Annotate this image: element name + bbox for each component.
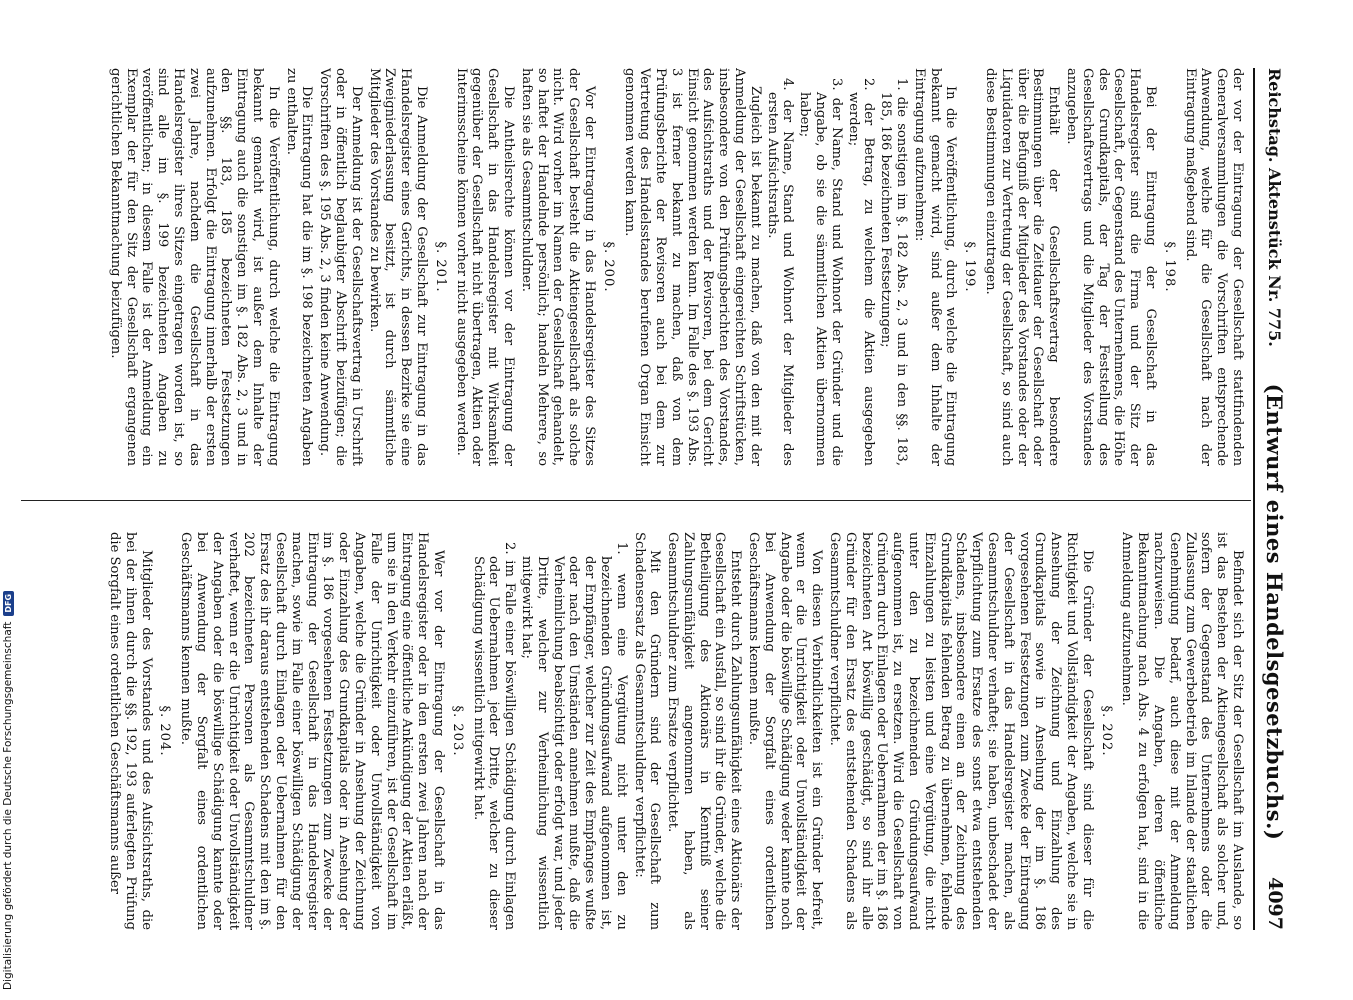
list-item: 3. der Name, Stand und Wohnort der Gründer und die Angabe, ob sie die sämmtlichen Aktien übernommen haben; [797,78,844,466]
paragraph: Vor der Eintragung in das Handelsregister des Sitzes der Gesellschaft besteht die Aktiengesellschaft als solche nicht. Wird vorher im Namen der Gesellschaft gehandelt, so haftet der Handelnde persönlich; handeln Mehrere, so haften sie als Gesammtschuldner. [518,68,597,466]
section-heading: §. 201. [432,241,448,293]
paragraph: Mitglieder des Vorstandes und des Aufsichtsraths, die bei der ihnen durch die §§. 192, 193 auferlegten Prüfung die Sorgfalt eines ordentlichen Geschäftsmanns außer [107,532,154,930]
section-heading: §. 202. [1098,705,1114,757]
list-item: 4. der Name, Stand und Wohnort der Mitglieder des ersten Aufsichtsraths. [764,78,796,466]
paragraph: Mit den Gründern sind der Gesellschaft zum Schadensersatz als Gesammtschuldner verpflichtet: [631,532,663,930]
paragraph: Befindet sich der Sitz der Gesellschaft im Auslande, so ist das Bestehen der Aktiengesellschaft als solcher und, sofern der Gegenstand des Unternehmens oder die Zulassung zum Gewerbebetrieb im Inlande der staatlichen Genehmigung bedarf, auch diese mit der Anmeldung nachzuweisen. Die Angaben, deren öffentliche Bekanntmachung nach Abs. 4 zu erfolgen hat, sind in die Anmeldung aufzunehmen. [1119,532,1245,930]
paragraph: Zugleich ist bekannt zu machen, daß von den mit der Anmeldung der Gesellschaft eingereichten Schriftstücken, insbesondere von den Prüfungsberichten des Vorstandes, des Aufsichtsraths und der Revisoren, bei dem Gericht Einsicht genommen werden kann. Im Falle des §. 193 Abs. 3 ist ferner bekannt zu machen, daß von dem Prüfungsberichte der Revisoren auch bei dem zur Vertretung des Handelsstandes berufenen Organ Einsicht genommen werden kann. [621,68,763,466]
header-left: Reichstag. Aktenstück Nr. 775. [1265,68,1285,347]
paragraph: In die Veröffentlichung, durch welche die Eintragung bekannt gemacht wird, ist außer dem Inhalte der Eintragung auch die sonstigen im §. 182 Abs. 2, 3 und in den §§. 183, 185 bezeichneten Festsetzungen aufzunehmen. Erfolgt die Eintragung innerhalb der ersten zwei Jahre, nachdem die Gesellschaft in das Handelsregister ihres Sitzes eingetragen worden ist, so sind alle im §. 199 bezeichneten Angaben zu veröffentlichen; in diesem Falle ist der Anmeldung ein Exemplar der für den Sitz der Gesellschaft ergangenen gerichtlichen Bekanntmachung beizufügen. [107,68,281,466]
left-column [60,68,1245,466]
section-heading: §. 200. [600,241,616,293]
paragraph: In die Veröffentlichung, durch welche die Eintragung bekannt gemacht wird, sind außer dem Inhalte der Eintragung aufzunehmen: [911,68,959,466]
list-item: 2. der Betrag, zu welchem die Aktien ausgegeben werden; [845,78,877,466]
paragraph: Bei der Eintragung der Gesellschaft in das Handelsregister sind die Firma und der Sitz der Gesellschaft, der Gegenstand des Unternehmens, die Höhe des Grundkapitals, der Tag der Feststellung des Gesellschaftsvertrags und die Mitglieder des Vorstandes anzugeben. [1064,68,1159,466]
section-heading: §. 203. [449,705,465,757]
paragraph: der vor der Eintragung der Gesellschaft stattfindenden Generalversammlungen die Vorschriften entsprechende Anwendung, welche für die Gesellschaft nach der Eintragung maßgebend sind. [1182,68,1245,466]
paragraph: Wer vor der Eintragung der Gesellschaft in das Handelsregister oder in den ersten zwei Jahren nach der Eintragung eine öffentliche Ankündigung der Aktien erläßt, um sie in den Verkehr einzuführen, ist der Gesellschaft im Falle der Unrichtigkeit oder Unvollständigkeit von Angaben, welche die Gründer in Ansehung der Zeichnung oder Einzahlung des Grundkapitals oder in Ansehung der im §. 186 vorgesehenen Festsetzungen zum Zwecke der Eintragung der Gesellschaft in das Handelsregister machen, sowie im Falle einer böswilligen Schädigung der Gesellschaft durch Einlagen oder Uebernahmen für den Ersatz des ihr daraus entstehenden Schadens mit den im §. 202 bezeichneten Personen als Gesammtschuldner verhaftet, wenn er die Unrichtigkeit oder Unvollständigkeit der Angaben oder die böswillige Schädigung kannte oder bei Anwendung der Sorgfalt eines ordentlichen Geschäftsmanns kennen mußte. [178,532,446,930]
paragraph: Der Anmeldung ist der Gesellschaftsvertrag in Urschrift oder in öffentlich beglaubigter Abschrift beizufügen; die Vorschriften des §. 195 Abs. 2, 3 finden keine Anwendung. [317,68,364,466]
paragraph: Enthält der Gesellschaftsvertrag besondere Bestimmungen über die Zeitdauer der Gesellschaft oder über die Befugniß der Mitglieder des Vorstandes oder der Liquidatoren zur Vertretung der Gesellschaft, so sind auch diese Bestimmungen einzutragen. [983,68,1062,466]
list-item: 1. wenn eine Vergütung nicht unter den zu bezeichnenden Gründungsaufwand aufgenommen ist, der Empfänger, welcher zur Zeit des Empfanges wußte oder nach den Umständen annehmen mußte, daß die Verheimlichung beabsichtigt oder erfolgt war, und jeder Dritte, welcher zur Verheimlichung wissentlich mitgewirkt hat; [518,542,629,930]
section-heading: §. 198. [1161,241,1177,293]
paragraph: Die Gründer der Gesellschaft sind dieser für die Richtigkeit und Vollständigkeit der Angaben, welche sie in Ansehung der Zeichnung und Einzahlung des Grundkapitals sowie in Ansehung der im §. 186 vorgesehenen Festsetzungen zum Zwecke der Eintragung der Gesellschaft in das Handelsregister machen, als Gesammtschuldner verhaftet; sie haben, unbeschadet der Verpflichtung zum Ersatze des sonst etwa entstehenden Schadens, insbesondere einen an der Zeichnung des Grundkapitals fehlenden Betrag zu übernehmen, fehlende Einzahlungen zu leisten und eine Vergütung, die nicht unter den zu bezeichnenden Gründungsaufwand aufgenommen ist, zu ersetzen. Wird die Gesellschaft von Gründern durch Einlagen oder Uebernahmen der im §. 186 bezeichneten Art böswillig geschädigt, so sind ihr alle Gründer für den Ersatz des entstehenden Schadens als Gesammtschuldner verpflichtet. [827,532,1095,930]
dfg-logo: DFG [3,591,14,616]
section-heading: §. 204. [157,705,173,757]
column-divider [21,500,1251,501]
paragraph: Die Antheilsrechte können vor der Eintragung der Gesellschaft in das Handelsregister mit Wirksamkeit gegenüber der Gesellschaft nicht übertragen, Aktien oder Interimsscheine können vorher nicht ausgegeben werden. [453,68,516,466]
paragraph: Von diesen Verbindlichkeiten ist ein Gründer befreit, wenn er die Unrichtigkeit oder Unvollständigkeit der Angabe oder die böswillige Schädigung weder kannte noch bei Anwendung der Sorgfalt eines ordentlichen Geschäftsmanns kennen mußte. [746,532,825,930]
page-header [1253,68,1295,930]
list-item: 2. im Falle einer böswilligen Schädigung durch Einlagen oder Uebernahmen jeder Dritte, welcher zu dieser Schädigung wissentlich mitgewirkt hat. [470,542,518,930]
digitization-credit: Digitalisierung gefördert durch die Deutsche Forschungsgemeinschaft [2,621,14,990]
section-heading: §. 199. [962,241,978,293]
list-item: 1. die sonstigen im §. 182 Abs. 2, 3 und in den §§. 183, 185, 186 bezeichneten Festsetzungen; [878,78,910,466]
paragraph: Die Eintragung hat die im §. 198 bezeichneten Angaben zu enthalten. [283,68,315,466]
header-center: (Entwurf eines Handelsgesetzbuchs.) [1262,383,1288,841]
right-column [60,532,1245,930]
paragraph: Die Anmeldung der Gesellschaft zur Eintragung in das Handelsregister eines Gerichts, in dessen Bezirke sie eine Zweigniederlassung besitzt, ist durch sämmtliche Mitglieder des Vorstandes zu bewirken. [366,68,429,466]
page-number: 4097 [1264,877,1286,930]
paragraph: Entsteht durch Zahlungsunfähigkeit eines Aktionärs der Gesellschaft ein Ausfall, so sind ihr die Gründer, welche die Betheiligung des Aktionärs in Kenntniß seiner Zahlungsunfähigkeit angenommen haben, als Gesammtschuldner zum Ersatze verpflichtet. [665,532,744,930]
